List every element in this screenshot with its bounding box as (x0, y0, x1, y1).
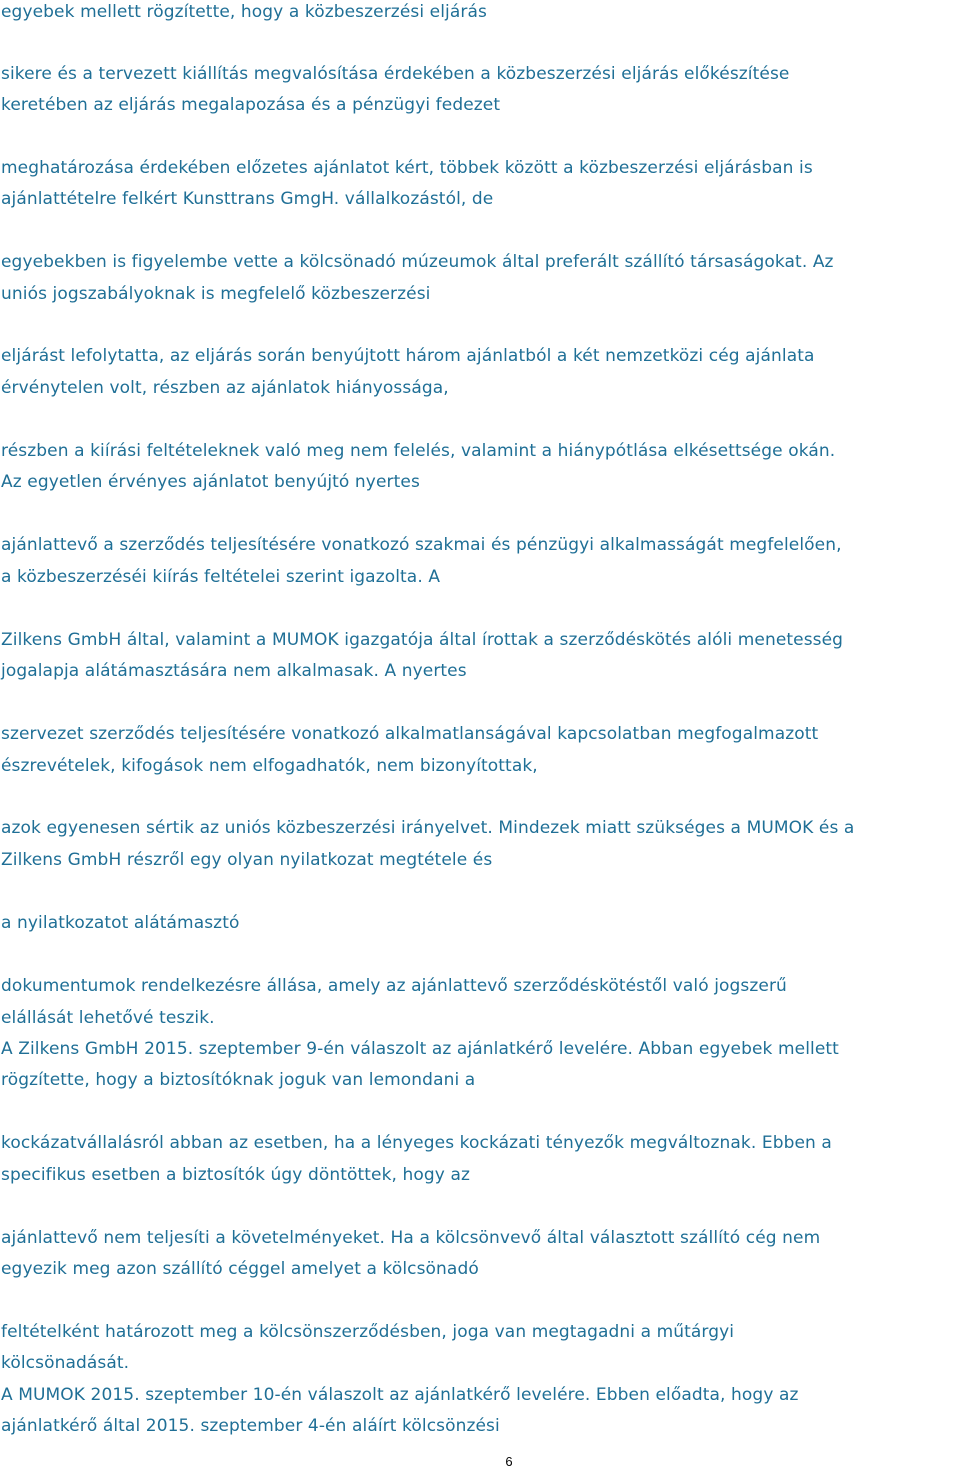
text-line: dokumentumok rendelkezésre állása, amely az ajánlattevő szerződéskötéstől való jogszerű (1, 976, 787, 996)
text-line: szervezet szerződés teljesítésére vonatkozó alkalmatlanságával kapcsolatban megfogalmazott (1, 724, 819, 744)
text-line: érvénytelen volt, részben az ajánlatok hiányossága, (1, 378, 449, 398)
text-line: rögzítette, hogy a biztosítóknak joguk van lemondani a (1, 1070, 476, 1090)
text-line: a nyilatkozatot alátámasztó (1, 913, 240, 933)
text-line: észrevételek, kifogások nem elfogadhatók, nem bizonyítottak, (1, 756, 538, 776)
text-line: egyebek mellett rögzítette, hogy a közbeszerzési eljárás (1, 2, 487, 22)
text-line: Zilkens GmbH részről egy olyan nyilatkozat megtétele és (1, 850, 493, 870)
text-line: egyezik meg azon szállító céggel amelyet a kölcsönadó (1, 1259, 479, 1279)
text-line: ajánlatkérő által 2015. szeptember 4-én aláírt kölcsönzési (1, 1416, 500, 1436)
text-line: sikere és a tervezett kiállítás megvalósítása érdekében a közbeszerzési eljárás előkészítése (1, 64, 790, 84)
text-line: jogalapja alátámasztására nem alkalmasak. A nyertes (1, 661, 467, 681)
text-line: keretében az eljárás megalapozása és a pénzügyi fedezet (1, 95, 501, 115)
text-line: eljárást lefolytatta, az eljárás során benyújtott három ajánlatból a két nemzetközi cég ajánlata (1, 346, 815, 366)
text-line: specifikus esetben a biztosítók úgy döntöttek, hogy az (1, 1165, 471, 1185)
text-line: uniós jogszabályoknak is megfelelő közbeszerzési (1, 284, 431, 304)
text-line: egyebekben is figyelembe vette a kölcsönadó múzeumok által preferált szállító társaságokat. Az (1, 252, 834, 272)
text-line: Az egyetlen érvényes ajánlatot benyújtó nyertes (1, 472, 420, 492)
text-line: ajánlattételre felkért Kunsttrans GmgH. vállalkozástól, de (1, 189, 494, 209)
text-line: kockázatvállalásról abban az esetben, ha a lényeges kockázati tényezők megváltoznak. Ebben a (1, 1133, 832, 1153)
text-line: elállását lehetővé teszik. (1, 1008, 215, 1028)
text-line: a közbeszerzéséi kiírás feltételei szerint igazolta. A (1, 567, 441, 587)
text-line: kölcsönadását. (1, 1353, 130, 1373)
text-line: A MUMOK 2015. szeptember 10-én válaszolt az ajánlatkérő levelére. Ebben előadta, hogy az (1, 1385, 799, 1405)
text-line: Zilkens GmbH által, valamint a MUMOK igazgatója által írottak a szerződéskötés alóli menetesség (1, 630, 844, 650)
page-number: 6 (505, 1454, 513, 1469)
text-line: meghatározása érdekében előzetes ajánlatot kért, többek között a közbeszerzési eljárásban is (1, 158, 813, 178)
text-line: azok egyenesen sértik az uniós közbeszerzési irányelvet. Mindezek miatt szükséges a MUMOK és a (1, 818, 855, 838)
text-line: feltételként határozott meg a kölcsönszerződésben, joga van megtagadni a műtárgyi (1, 1322, 735, 1342)
text-line: ajánlattevő nem teljesíti a követelményeket. Ha a kölcsönvevő által választott szállító cég nem (1, 1228, 821, 1248)
text-line: A Zilkens GmbH 2015. szeptember 9-én válaszolt az ajánlatkérő levelére. Abban egyebek mellett (1, 1039, 839, 1059)
text-line: ajánlattevő a szerződés teljesítésére vonatkozó szakmai és pénzügyi alkalmasságát megfelelően, (1, 535, 842, 555)
text-line: részben a kiírási feltételeknek való meg nem felelés, valamint a hiánypótlása elkésettsége okán. (1, 441, 836, 461)
